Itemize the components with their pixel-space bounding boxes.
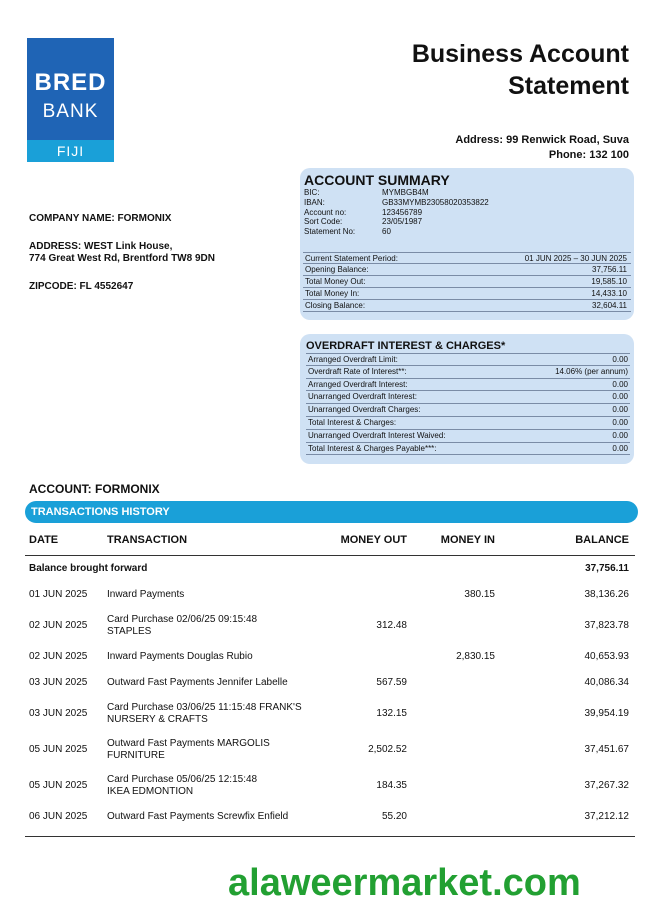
col-transaction: TRANSACTION [107, 534, 188, 546]
row-money-out: 55.20 [381, 811, 407, 822]
row-balance: 39,954.19 [584, 708, 629, 719]
row-transaction: Outward Fast Payments MARGOLIS FURNITURE [107, 738, 270, 761]
summary-row-value: 37,756.11 [592, 265, 627, 274]
brought-forward-row [25, 556, 635, 582]
summary-detail-value: GB33MYMB23058020353822 [382, 197, 489, 207]
summary-row [303, 252, 631, 264]
table-header [25, 531, 635, 556]
overdraft-row-value: 0.00 [612, 417, 628, 427]
summary-row-key: Total Money In: [305, 289, 360, 298]
overdraft-row-key: Total Interest & Charges: [308, 417, 397, 427]
col-money-out: MONEY OUT [340, 534, 407, 546]
summary-detail-key: Statement No: [304, 227, 356, 237]
col-date: DATE [29, 534, 59, 546]
table-row [25, 696, 635, 732]
table-row [25, 644, 635, 670]
summary-detail-value: MYMBGB4M [382, 188, 429, 197]
row-date: 03 JUN 2025 [29, 677, 88, 688]
bank-logo [27, 38, 114, 162]
overdraft-row [306, 366, 630, 379]
row-balance: 38,136.26 [584, 589, 629, 600]
col-balance: BALANCE [575, 534, 629, 546]
summary-detail-key: BIC: [304, 188, 320, 197]
summary-detail-key: Sort Code: [304, 217, 343, 227]
overdraft-row-value: 0.00 [612, 443, 628, 453]
transactions-history-label: TRANSACTIONS HISTORY [31, 506, 170, 518]
account-label: ACCOUNT: FORMONIX [29, 482, 160, 496]
summary-row-key: Total Money Out: [305, 277, 366, 286]
title-line-2: Statement [508, 72, 629, 100]
summary-detail-row [304, 208, 630, 218]
bank-address: Address: 99 Renwick Road, Suva [455, 134, 629, 146]
overdraft-row-key: Arranged Overdraft Interest: [308, 379, 408, 389]
summary-detail-key: IBAN: [304, 197, 325, 207]
summary-detail-value: 123456789 [382, 207, 423, 217]
row-date: 01 JUN 2025 [29, 589, 88, 600]
table-row [25, 768, 635, 804]
overdraft-row-value: 14.06% (per annum) [555, 366, 628, 376]
col-money-in: MONEY IN [440, 534, 495, 546]
company-address [29, 241, 215, 265]
row-balance: 37,823.78 [584, 620, 629, 631]
page-title [412, 38, 629, 102]
transactions-history-bar [25, 501, 638, 523]
row-money-out: 2,502.52 [368, 744, 407, 755]
overdraft-row [306, 430, 630, 443]
account-summary-details [304, 188, 630, 237]
title-line-1: Business Account [411, 40, 629, 68]
overdraft-row-key: Total Interest & Charges Payable***: [308, 443, 437, 453]
company-address-line-1: ADDRESS: WEST Link House, [29, 241, 173, 252]
summary-row [303, 288, 631, 300]
overdraft-row-key: Arranged Overdraft Limit: [308, 355, 398, 364]
row-date: 05 JUN 2025 [29, 744, 88, 755]
summary-row-value: 01 JUN 2025 – 30 JUN 2025 [524, 254, 627, 263]
row-transaction: Outward Fast Payments Screwfix Enfield [107, 811, 289, 822]
row-transaction: Card Purchase 05/06/25 12:15:48 IKEA EDMONTION [107, 774, 258, 797]
overdraft-row-value: 0.00 [612, 392, 628, 402]
account-summary-box [300, 168, 634, 320]
table-row [25, 670, 635, 696]
summary-detail-row [304, 217, 630, 227]
overdraft-row [306, 443, 630, 456]
overdraft-row-value: 0.00 [612, 405, 628, 415]
summary-row-key: Current Statement Period: [305, 254, 398, 263]
summary-row [303, 276, 631, 288]
row-transaction: Card Purchase 02/06/25 09:15:48 STAPLES [107, 614, 258, 637]
overdraft-row [306, 379, 630, 392]
logo-block [27, 38, 114, 140]
row-balance: 40,086.34 [584, 677, 629, 688]
logo-text-fiji: FIJI [27, 140, 114, 162]
account-summary-title: ACCOUNT SUMMARY [304, 172, 450, 188]
row-balance: 37,451.67 [584, 744, 629, 755]
summary-row-value: 14,433.10 [591, 289, 627, 298]
overdraft-row-value: 0.00 [612, 355, 628, 364]
company-zipcode: ZIPCODE: FL 4552647 [29, 281, 134, 292]
company-address-line-2: 774 Great West Rd, Brentford TW8 9DN [29, 253, 215, 264]
overdraft-row-key: Unarranged Overdraft Interest Waived: [308, 430, 446, 440]
overdraft-row [306, 404, 630, 417]
row-balance: 37,267.32 [584, 780, 629, 791]
summary-detail-row [304, 198, 630, 208]
transactions-table [25, 556, 635, 830]
summary-detail-value: 23/05/1987 [382, 217, 423, 227]
overdraft-row-value: 0.00 [612, 430, 628, 440]
table-bottom-divider [25, 836, 635, 837]
overdraft-row [306, 353, 630, 366]
row-money-out: 567.59 [376, 677, 407, 688]
row-money-out: 312.48 [376, 620, 407, 631]
overdraft-row-value: 0.00 [612, 379, 628, 389]
account-summary-rows [303, 252, 631, 312]
row-date: 03 JUN 2025 [29, 708, 88, 719]
summary-row-value: 32,604.11 [592, 301, 627, 310]
row-date: 05 JUN 2025 [29, 780, 88, 791]
brought-forward-balance: 37,756.11 [585, 563, 629, 574]
table-row [25, 732, 635, 768]
summary-row [303, 264, 631, 276]
summary-row-key: Closing Balance: [305, 301, 366, 310]
row-transaction: Inward Payments [107, 589, 185, 600]
summary-detail-key: Account no: [304, 207, 347, 217]
logo-text-bank: BANK [42, 101, 99, 122]
row-balance: 37,212.12 [584, 811, 629, 822]
overdraft-row [306, 417, 630, 430]
row-transaction: Card Purchase 03/06/25 11:15:48 FRANK'S NURSERY & CRAFTS [107, 702, 302, 725]
overdraft-row [306, 391, 630, 404]
row-date: 02 JUN 2025 [29, 651, 88, 662]
overdraft-row-key: Unarranged Overdraft Charges: [308, 405, 421, 415]
logo-text-bred: BRED [34, 69, 107, 96]
bank-contact [455, 133, 629, 163]
bank-phone: Phone: 132 100 [548, 149, 629, 161]
overdraft-row-key: Overdraft Rate of Interest**: [308, 366, 407, 376]
summary-row-key: Opening Balance: [305, 265, 369, 274]
summary-detail-value: 60 [382, 227, 391, 237]
row-transaction: Outward Fast Payments Jennifer Labelle [107, 677, 288, 688]
row-money-in: 2,830.15 [456, 651, 495, 662]
row-transaction: Inward Payments Douglas Rubio [107, 651, 253, 662]
company-name: COMPANY NAME: FORMONIX [29, 213, 172, 224]
summary-row-value: 19,585.10 [591, 277, 627, 286]
watermark: alaweermarket.com [228, 862, 581, 904]
table-row [25, 608, 635, 644]
table-row [25, 582, 635, 608]
summary-detail-row [304, 227, 630, 237]
row-date: 06 JUN 2025 [29, 811, 88, 822]
overdraft-box [300, 334, 634, 464]
overdraft-row-key: Unarranged Overdraft Interest: [308, 392, 417, 402]
row-money-out: 132.15 [376, 708, 407, 719]
summary-detail-row [304, 188, 630, 198]
overdraft-title: OVERDRAFT INTEREST & CHARGES* [306, 340, 506, 352]
table-row [25, 804, 635, 830]
row-balance: 40,653.93 [584, 651, 629, 662]
row-money-out: 184.35 [376, 780, 407, 791]
overdraft-rows [306, 353, 630, 455]
row-money-in: 380.15 [464, 589, 495, 600]
row-date: 02 JUN 2025 [29, 620, 88, 631]
summary-row [303, 300, 631, 312]
brought-forward-label: Balance brought forward [29, 563, 148, 574]
